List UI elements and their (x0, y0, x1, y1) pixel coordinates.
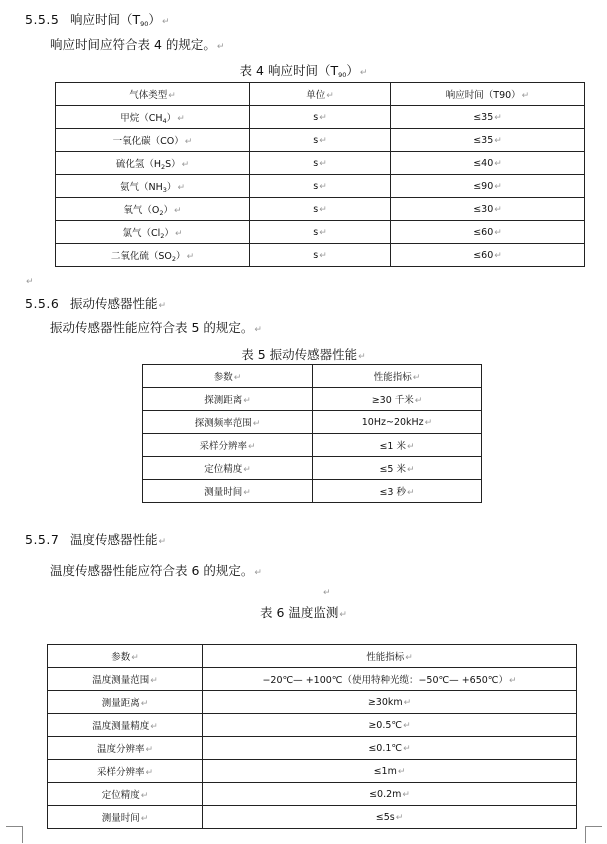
paragraph (50, 318, 262, 336)
unit-text: s (313, 157, 319, 169)
unit-text: s (313, 111, 319, 123)
unit-cell (250, 129, 391, 152)
paragraph-mark-icon: ↵ (494, 227, 502, 238)
paragraph-mark-icon: ↵ (140, 699, 149, 709)
paragraph-mark-icon: ↵ (358, 352, 366, 362)
gas-name: 一氧化碳（CO） (112, 136, 184, 147)
paragraph-mark-icon: ↵ (406, 488, 415, 498)
paragraph-mark-icon: ↵ (177, 113, 185, 124)
section-title: 温度传感器性能 (70, 532, 158, 547)
param-text: 温度分辨率 (96, 744, 145, 755)
param-text: 测量时间 (101, 813, 140, 824)
paragraph-mark-icon: ↵ (403, 720, 411, 731)
param-cell (143, 411, 313, 434)
paragraph-mark-icon: ↵ (494, 135, 502, 146)
gas-name: 二氧化硫（SO (110, 250, 172, 262)
title-end: ） (148, 12, 161, 27)
table-row (143, 457, 482, 480)
param-text: 采样分辨率 (96, 767, 145, 778)
paragraph-mark-icon: ↵ (233, 373, 242, 383)
table-header-row (56, 83, 585, 106)
gas-name-end: S） (165, 158, 181, 170)
header-cell (203, 645, 577, 668)
gas-type-cell (56, 129, 250, 152)
value-text: ≥30 千米 (371, 395, 414, 406)
paragraph-mark-icon: ↵ (140, 814, 149, 824)
paragraph-mark-icon: ↵ (319, 135, 327, 146)
table-row (143, 434, 482, 457)
paragraph-mark-icon: ↵ (494, 204, 502, 215)
param-cell (143, 480, 313, 503)
crop-mark (6, 826, 23, 843)
unit-text: s (313, 134, 319, 146)
header-text: 参数 (213, 372, 233, 383)
paragraph-mark-icon: ↵ (184, 137, 193, 147)
paragraph-mark-icon: ↵ (252, 419, 261, 429)
value-text: ≤40 (473, 157, 494, 169)
value-cell (203, 668, 577, 691)
unit-cell (250, 244, 391, 267)
gas-name: 硫化氢（H (115, 158, 161, 170)
param-cell (48, 691, 203, 714)
paragraph-mark-icon: ↵ (26, 277, 34, 287)
gas-name-end: ） (166, 112, 177, 124)
gas-name-end: ） (164, 227, 174, 239)
param-cell (143, 457, 313, 480)
table-row (56, 175, 585, 198)
value-text: ≤60 (473, 249, 494, 261)
value-text: ≤0.2m (369, 788, 402, 800)
param-cell (48, 783, 203, 806)
paragraph-mark-icon: ↵ (177, 182, 185, 193)
paragraph-mark-icon: ↵ (243, 465, 251, 475)
paragraph-mark-icon: ↵ (494, 181, 502, 192)
paragraph (50, 35, 224, 53)
subscript: 2 (171, 254, 177, 263)
value-text: ≤0.1℃ (368, 742, 403, 754)
gas-name: 甲烷（CH (120, 112, 163, 124)
subscript: 2 (159, 208, 164, 217)
value-cell (313, 457, 482, 480)
paragraph-mark-icon: ↵ (403, 697, 412, 708)
table-caption-6 (0, 603, 607, 621)
temperature-table (47, 644, 577, 829)
header-cell (250, 83, 391, 106)
caption-text: 表 4 响应时间（T (239, 63, 339, 78)
paragraph-mark-icon: ↵ (150, 722, 158, 732)
paragraph-text: 振动传感器性能应符合表 5 的规定。 (50, 320, 254, 335)
response-time-table (55, 82, 585, 267)
paragraph-text: 温度传感器性能应符合表 6 的规定。 (50, 563, 254, 578)
subscript: 3 (162, 185, 167, 194)
param-text: 温度测量范围 (92, 675, 150, 686)
paragraph-text: 响应时间应符合表 4 的规定。 (50, 37, 216, 52)
gas-name-end: ） (176, 250, 186, 262)
param-text: 定位精度 (101, 790, 140, 801)
header-text: 响应时间（T90） (445, 90, 521, 101)
paragraph-mark-icon: ↵ (414, 396, 423, 406)
paragraph-mark-icon: ↵ (494, 158, 502, 169)
value-cell (313, 388, 482, 411)
section-number: 5.5.7 (25, 532, 60, 547)
paragraph-mark-icon: ↵ (323, 588, 331, 598)
caption-text: 表 5 振动传感器性能 (241, 347, 358, 362)
header-text: 性能指标 (373, 372, 412, 383)
table-header-row (143, 365, 482, 388)
value-text: 10Hz~20kHz (361, 416, 424, 428)
paragraph-mark-icon: ↵ (402, 789, 410, 800)
value-cell (203, 691, 577, 714)
paragraph-mark-icon: ↵ (247, 442, 256, 452)
unit-cell (250, 152, 391, 175)
gas-type-cell (56, 221, 250, 244)
paragraph-mark-icon: ↵ (168, 91, 176, 101)
table-caption-5 (0, 345, 607, 363)
gas-type-cell (56, 152, 250, 175)
param-text: 测量距离 (101, 698, 140, 709)
paragraph-mark-icon: ↵ (521, 91, 530, 101)
table-caption-4 (0, 61, 607, 79)
unit-cell (250, 106, 391, 129)
section-title: 响应时间（T (70, 12, 141, 27)
gas-type-cell (56, 106, 250, 129)
paragraph-mark-icon: ↵ (319, 112, 327, 123)
paragraph-mark-icon: ↵ (405, 653, 413, 663)
section-number: 5.5.6 (25, 296, 60, 311)
value-text: ≤60 (473, 226, 494, 238)
paragraph-mark-icon: ↵ (145, 768, 154, 778)
value-text: ≤5 米 (379, 464, 406, 475)
paragraph-mark-icon: ↵ (158, 537, 167, 547)
value-cell (391, 106, 585, 129)
paragraph-mark-icon: ↵ (216, 42, 225, 52)
subscript: 2 (160, 231, 165, 240)
table-row (56, 221, 585, 244)
paragraph-mark-icon: ↵ (339, 610, 347, 620)
paragraph-mark-icon: ↵ (181, 159, 190, 170)
value-cell (391, 244, 585, 267)
value-cell (203, 783, 577, 806)
paragraph-mark-icon: ↵ (186, 251, 195, 262)
gas-name-end: ） (166, 181, 177, 193)
header-text: 性能指标 (366, 652, 405, 663)
value-cell (203, 714, 577, 737)
title-subscript: 90 (140, 20, 149, 28)
unit-text: s (313, 203, 319, 215)
section-title: 振动传感器性能 (70, 296, 158, 311)
header-text: 参数 (111, 652, 131, 663)
gas-name: 氨气（NH (120, 181, 163, 193)
caption-end: ） (346, 63, 359, 78)
paragraph-mark-icon: ↵ (359, 68, 368, 78)
unit-cell (250, 198, 391, 221)
gas-name: 氧气（O (123, 204, 160, 216)
paragraph-mark-icon: ↵ (319, 181, 327, 192)
table-header-row (48, 645, 577, 668)
value-cell (391, 198, 585, 221)
value-text: ≤35 (473, 134, 494, 146)
paragraph-mark-icon: ↵ (254, 325, 262, 335)
table-row (48, 714, 577, 737)
paragraph-mark-icon: ↵ (319, 250, 327, 261)
param-text: 探测距离 (204, 395, 243, 406)
paragraph-mark-icon: ↵ (158, 301, 167, 311)
unit-text: s (313, 226, 319, 238)
table-row (56, 152, 585, 175)
paragraph-mark-icon: ↵ (403, 743, 411, 754)
param-cell (48, 806, 203, 829)
param-cell (143, 388, 313, 411)
param-text: 采样分辨率 (199, 441, 247, 452)
paragraph-mark-icon: ↵ (508, 676, 517, 686)
value-text: ≤30 (473, 203, 494, 215)
paragraph-mark-icon: ↵ (174, 205, 182, 216)
paragraph-mark-icon: ↵ (161, 17, 170, 27)
value-cell (313, 434, 482, 457)
header-cell (391, 83, 585, 106)
value-cell (391, 175, 585, 198)
paragraph-mark-icon: ↵ (150, 676, 158, 686)
header-cell (143, 365, 313, 388)
section-number: 5.5.5 (25, 12, 60, 27)
subscript: 2 (160, 162, 166, 171)
gas-type-cell (56, 244, 250, 267)
section-heading-5-5-7 (25, 530, 166, 548)
value-text: ≤1m (373, 765, 397, 777)
value-text: ≤5s (375, 811, 395, 823)
table-row (48, 668, 577, 691)
table-row (48, 806, 577, 829)
value-cell (313, 411, 482, 434)
value-text: ≤90 (473, 180, 494, 192)
gas-type-cell (56, 198, 250, 221)
paragraph-mark-icon: ↵ (494, 250, 502, 261)
section-heading-5-5-6 (25, 294, 166, 312)
value-text: ≥0.5℃ (368, 719, 403, 731)
unit-text: s (313, 180, 319, 192)
paragraph-mark-icon: ↵ (319, 227, 327, 238)
gas-name-end: ） (163, 204, 174, 216)
value-cell (203, 737, 577, 760)
gas-type-cell (56, 175, 250, 198)
subscript: 4 (162, 116, 167, 125)
table-row (56, 244, 585, 267)
paragraph-mark-icon: ↵ (397, 766, 406, 777)
table-row (48, 691, 577, 714)
param-cell (48, 760, 203, 783)
param-text: 测量时间 (204, 487, 243, 498)
value-cell (313, 480, 482, 503)
param-cell (143, 434, 313, 457)
paragraph-mark-icon: ↵ (406, 465, 415, 475)
paragraph-mark-icon: ↵ (140, 791, 149, 801)
table-row (48, 737, 577, 760)
paragraph-mark-icon: ↵ (131, 653, 139, 663)
param-cell (48, 714, 203, 737)
paragraph-mark-icon: ↵ (145, 745, 154, 755)
paragraph (50, 561, 262, 579)
table-row (143, 411, 482, 434)
value-cell (203, 806, 577, 829)
header-text: 气体类型 (129, 90, 168, 101)
header-cell (313, 365, 482, 388)
paragraph-mark-icon: ↵ (424, 417, 433, 428)
value-text: ≥30km (367, 696, 403, 708)
caption-text: 表 6 温度监测 (260, 605, 339, 620)
caption-subscript: 90 (338, 71, 347, 79)
unit-cell (250, 175, 391, 198)
unit-text: s (313, 249, 319, 261)
header-cell (48, 645, 203, 668)
section-heading-5-5-5 (25, 10, 169, 28)
value-cell (391, 129, 585, 152)
param-text: 温度测量精度 (92, 721, 150, 732)
paragraph-mark-icon: ↵ (174, 228, 183, 239)
table-row (56, 106, 585, 129)
value-cell (391, 152, 585, 175)
paragraph-mark-icon: ↵ (326, 91, 334, 101)
table-row (56, 129, 585, 152)
value-text: −20℃— +100℃（使用特种光缆：−50℃— +650℃） (262, 675, 508, 686)
paragraph-mark-icon: ↵ (254, 568, 262, 578)
value-text: ≤1 米 (379, 441, 406, 452)
table-row (143, 480, 482, 503)
header-text: 单位 (306, 90, 326, 101)
paragraph-mark-icon: ↵ (406, 442, 415, 452)
paragraph-mark-icon: ↵ (243, 488, 251, 498)
value-text: ≤3 秒 (379, 487, 406, 498)
table-row (48, 783, 577, 806)
paragraph-mark-icon: ↵ (319, 204, 327, 215)
paragraph-mark-icon: ↵ (395, 812, 404, 823)
paragraph-mark-icon: ↵ (412, 373, 421, 383)
paragraph-mark-icon: ↵ (494, 112, 502, 123)
paragraph-mark-icon: ↵ (243, 396, 251, 406)
param-text: 定位精度 (204, 464, 243, 475)
table-row (143, 388, 482, 411)
header-cell (56, 83, 250, 106)
value-cell (203, 760, 577, 783)
unit-cell (250, 221, 391, 244)
paragraph-mark-icon: ↵ (319, 158, 327, 169)
table-row (56, 198, 585, 221)
crop-mark (585, 826, 602, 843)
param-text: 探测频率范围 (194, 418, 252, 429)
value-text: ≤35 (473, 111, 494, 123)
table-row (48, 760, 577, 783)
param-cell (48, 668, 203, 691)
gas-name: 氯气（Cl (122, 227, 161, 239)
value-cell (391, 221, 585, 244)
vibration-sensor-table (142, 364, 482, 503)
param-cell (48, 737, 203, 760)
